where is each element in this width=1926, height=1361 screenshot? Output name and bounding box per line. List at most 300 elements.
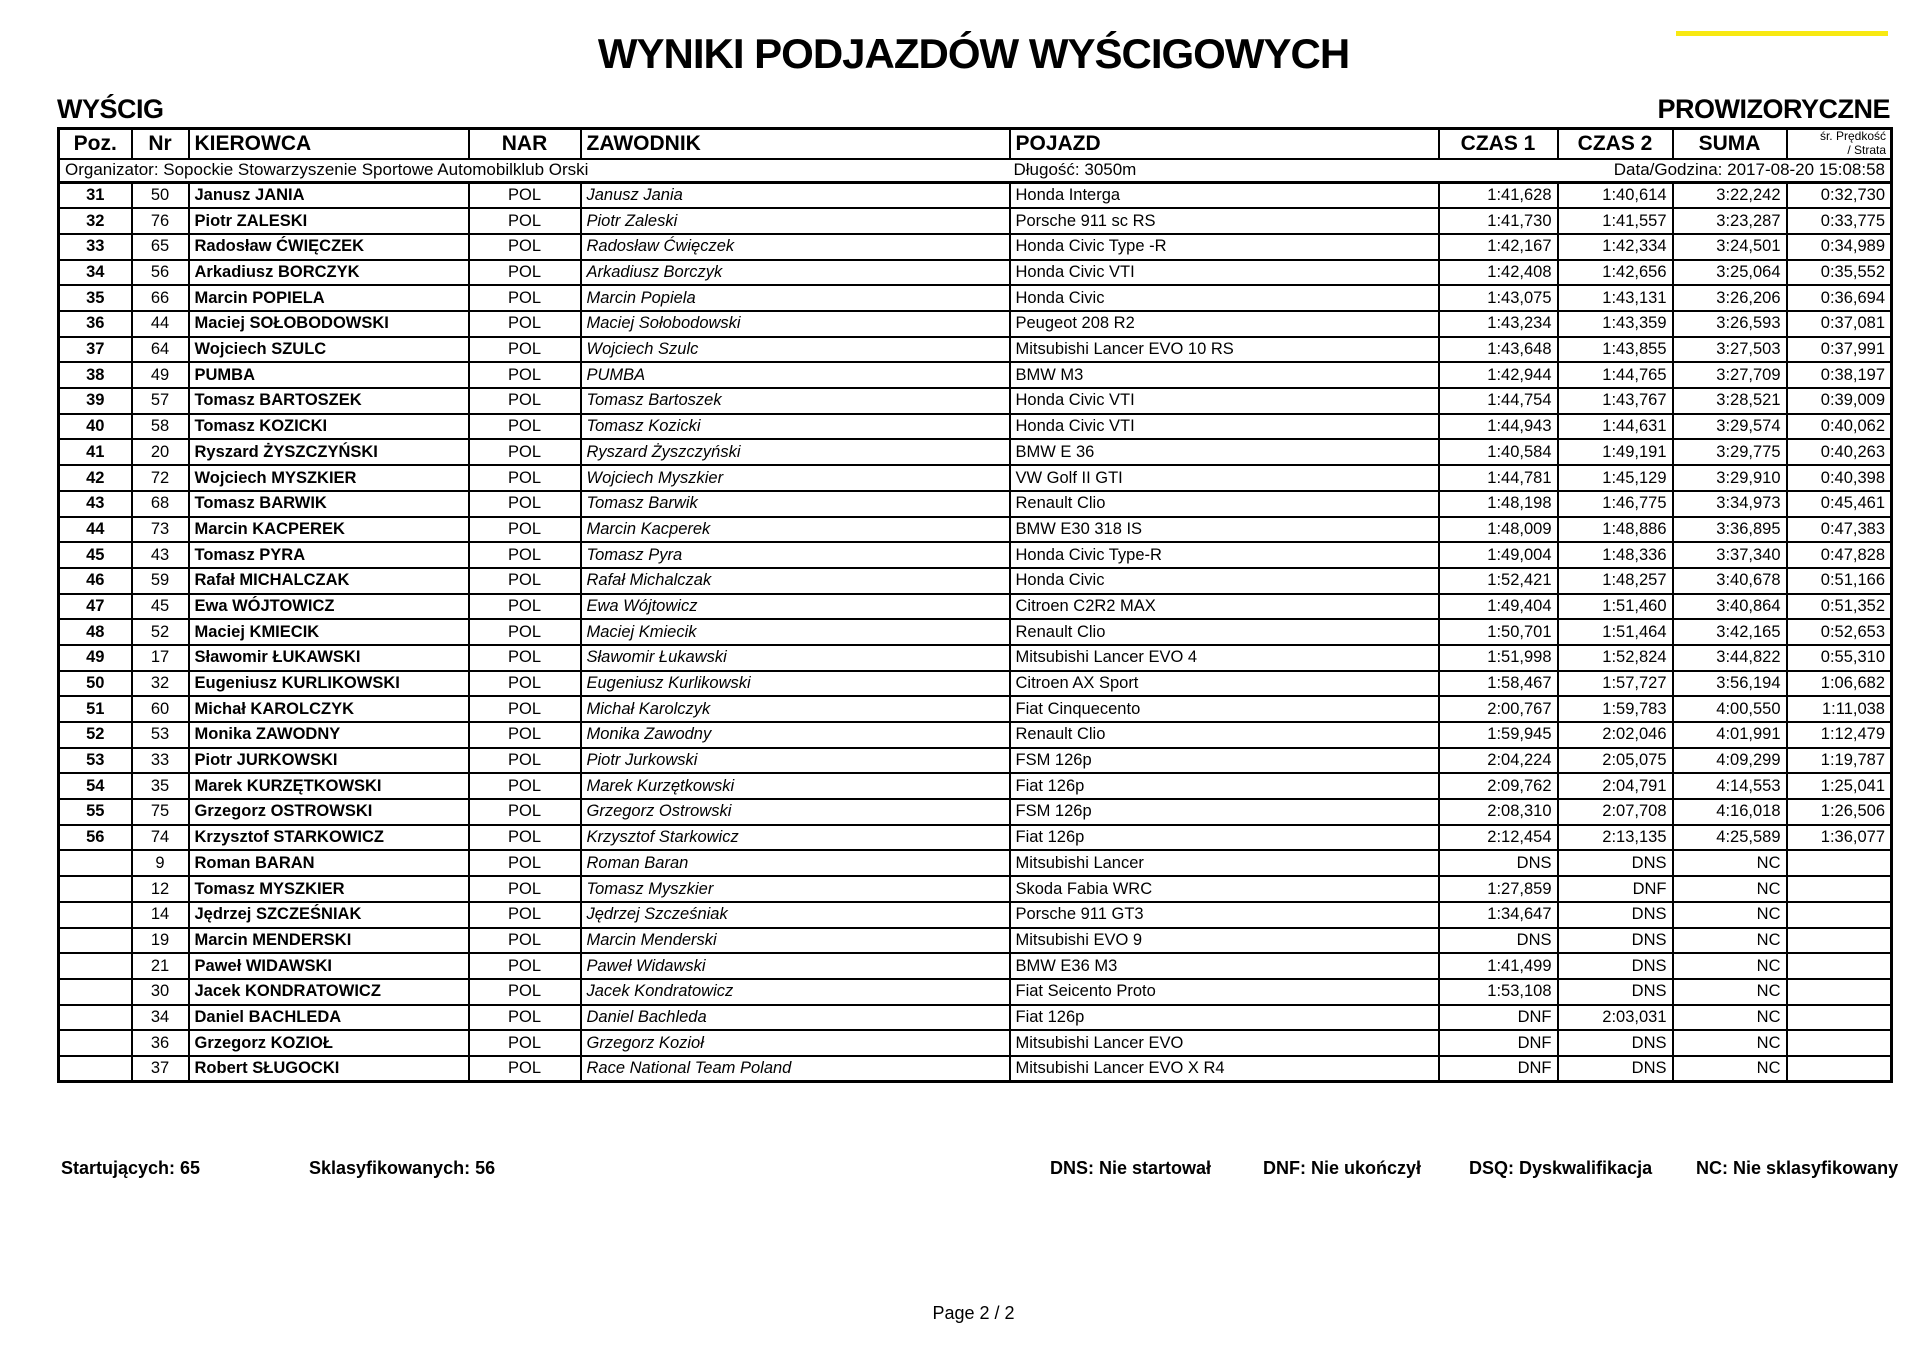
cell-poz: 31 <box>59 183 132 209</box>
cell-nr: 45 <box>132 594 189 620</box>
cell-pojazd: Fiat 126p <box>1010 773 1439 799</box>
cell-suma: 3:40,678 <box>1673 568 1787 594</box>
cell-nr: 32 <box>132 671 189 697</box>
cell-kierowca: Wojciech SZULC <box>189 337 469 363</box>
cell-czas2: DNF <box>1558 876 1673 902</box>
cell-strata: 0:33,775 <box>1787 208 1892 234</box>
cell-zawodnik: Marcin Menderski <box>581 928 1010 954</box>
cell-zawodnik: Sławomir Łukawski <box>581 645 1010 671</box>
col-header-kierowca: KIEROWCA <box>189 129 469 159</box>
cell-pojazd: Honda Civic <box>1010 568 1439 594</box>
cell-kierowca: Janusz JANIA <box>189 183 469 209</box>
table-row <box>59 362 1892 388</box>
cell-czas2: 1:48,886 <box>1558 517 1673 543</box>
table-row <box>59 671 1892 697</box>
cell-nr: 9 <box>132 850 189 876</box>
cell-nr: 34 <box>132 1005 189 1031</box>
cell-czas2: DNS <box>1558 902 1673 928</box>
cell-nar: POL <box>469 825 581 851</box>
cell-kierowca: Grzegorz OSTROWSKI <box>189 799 469 825</box>
cell-strata: 1:11,038 <box>1787 696 1892 722</box>
col-header-nr: Nr <box>132 129 189 159</box>
dnf-legend: DNF: Nie ukończył <box>1263 1158 1422 1178</box>
cell-nr: 20 <box>132 439 189 465</box>
cell-poz: 37 <box>59 337 132 363</box>
table-row <box>59 285 1892 311</box>
cell-zawodnik: Wojciech Myszkier <box>581 465 1010 491</box>
cell-poz: 40 <box>59 414 132 440</box>
cell-nar: POL <box>469 748 581 774</box>
cell-suma: 4:25,589 <box>1673 825 1787 851</box>
cell-kierowca: Rafał MICHALCZAK <box>189 568 469 594</box>
length-label: Długość: 3050m <box>1010 159 1439 183</box>
cell-pojazd: VW Golf II GTI <box>1010 465 1439 491</box>
cell-czas2: 1:43,767 <box>1558 388 1673 414</box>
cell-pojazd: Citroen C2R2 MAX <box>1010 594 1439 620</box>
cell-czas1: 1:44,781 <box>1439 465 1558 491</box>
cell-zawodnik: Tomasz Bartoszek <box>581 388 1010 414</box>
cell-zawodnik: Maciej Kmiecik <box>581 619 1010 645</box>
cell-zawodnik: Daniel Bachleda <box>581 1005 1010 1031</box>
table-row <box>59 465 1892 491</box>
cell-czas2: 1:49,191 <box>1558 439 1673 465</box>
cell-czas1: 1:49,004 <box>1439 542 1558 568</box>
cell-zawodnik: Rafał Michalczak <box>581 568 1010 594</box>
cell-zawodnik: Tomasz Myszkier <box>581 876 1010 902</box>
provisional-heading: PROWIZORYCZNE <box>1657 94 1890 124</box>
cell-kierowca: Marcin KACPEREK <box>189 517 469 543</box>
cell-czas2: 1:42,334 <box>1558 234 1673 260</box>
table-row <box>59 208 1892 234</box>
table-row <box>59 928 1892 954</box>
cell-strata: 1:06,682 <box>1787 671 1892 697</box>
cell-kierowca: Maciej KMIECIK <box>189 619 469 645</box>
cell-nar: POL <box>469 671 581 697</box>
cell-nr: 66 <box>132 285 189 311</box>
cell-nr: 21 <box>132 953 189 979</box>
cell-zawodnik: Marcin Popiela <box>581 285 1010 311</box>
cell-nar: POL <box>469 260 581 286</box>
cell-nr: 56 <box>132 260 189 286</box>
cell-strata: 1:26,506 <box>1787 799 1892 825</box>
cell-kierowca: Tomasz KOZICKI <box>189 414 469 440</box>
cell-pojazd: Fiat 126p <box>1010 825 1439 851</box>
cell-nr: 30 <box>132 979 189 1005</box>
cell-poz: 33 <box>59 234 132 260</box>
cell-nr: 53 <box>132 722 189 748</box>
cell-pojazd: Mitsubishi EVO 9 <box>1010 928 1439 954</box>
cell-nr: 65 <box>132 234 189 260</box>
cell-strata: 1:36,077 <box>1787 825 1892 851</box>
cell-zawodnik: Michał Karolczyk <box>581 696 1010 722</box>
cell-poz <box>59 928 132 954</box>
cell-czas2: 1:48,257 <box>1558 568 1673 594</box>
cell-pojazd: BMW E30 318 IS <box>1010 517 1439 543</box>
cell-strata: 0:51,352 <box>1787 594 1892 620</box>
table-row <box>59 568 1892 594</box>
cell-nr: 17 <box>132 645 189 671</box>
col-header-czas2: CZAS 2 <box>1558 129 1673 159</box>
cell-poz: 42 <box>59 465 132 491</box>
cell-kierowca: Ryszard ŻYSZCZYŃSKI <box>189 439 469 465</box>
cell-nar: POL <box>469 439 581 465</box>
cell-poz <box>59 1005 132 1031</box>
cell-kierowca: Monika ZAWODNY <box>189 722 469 748</box>
cell-poz <box>59 953 132 979</box>
cell-poz <box>59 876 132 902</box>
cell-zawodnik: Marek Kurzętkowski <box>581 773 1010 799</box>
summary-row <box>57 1158 1899 1182</box>
cell-czas2: 2:04,791 <box>1558 773 1673 799</box>
cell-czas2: 2:07,708 <box>1558 799 1673 825</box>
cell-strata: 0:40,398 <box>1787 465 1892 491</box>
table-row <box>59 517 1892 543</box>
cell-suma: 3:27,709 <box>1673 362 1787 388</box>
cell-kierowca: Krzysztof STARKOWICZ <box>189 825 469 851</box>
cell-zawodnik: Monika Zawodny <box>581 722 1010 748</box>
cell-pojazd: Porsche 911 sc RS <box>1010 208 1439 234</box>
cell-nar: POL <box>469 311 581 337</box>
cell-poz: 55 <box>59 799 132 825</box>
cell-czas1: DNS <box>1439 928 1558 954</box>
cell-pojazd: Citroen AX Sport <box>1010 671 1439 697</box>
results-body <box>59 183 1892 1082</box>
cell-nar: POL <box>469 696 581 722</box>
col-header-zawodnik: ZAWODNIK <box>581 129 1010 159</box>
table-row <box>59 850 1892 876</box>
cell-nr: 58 <box>132 414 189 440</box>
cell-suma: 4:00,550 <box>1673 696 1787 722</box>
cell-zawodnik: Roman Baran <box>581 850 1010 876</box>
table-row <box>59 722 1892 748</box>
cell-strata: 0:55,310 <box>1787 645 1892 671</box>
cell-pojazd: Renault Clio <box>1010 491 1439 517</box>
cell-czas1: 1:59,945 <box>1439 722 1558 748</box>
cell-poz: 36 <box>59 311 132 337</box>
cell-suma: NC <box>1673 850 1787 876</box>
cell-czas1: 1:48,198 <box>1439 491 1558 517</box>
cell-pojazd: Porsche 911 GT3 <box>1010 902 1439 928</box>
cell-nar: POL <box>469 517 581 543</box>
cell-zawodnik: Jędrzej Szcześniak <box>581 902 1010 928</box>
cell-nr: 12 <box>132 876 189 902</box>
cell-czas2: 1:44,765 <box>1558 362 1673 388</box>
table-row <box>59 645 1892 671</box>
cell-nar: POL <box>469 1030 581 1056</box>
cell-nr: 64 <box>132 337 189 363</box>
cell-czas2: 1:44,631 <box>1558 414 1673 440</box>
cell-suma: 3:27,503 <box>1673 337 1787 363</box>
cell-strata <box>1787 928 1892 954</box>
cell-poz: 43 <box>59 491 132 517</box>
cell-czas1: 1:41,499 <box>1439 953 1558 979</box>
datetime-label: Data/Godzina: 2017-08-20 15:08:58 <box>1439 159 1892 183</box>
cell-czas2: 1:43,131 <box>1558 285 1673 311</box>
cell-kierowca: Marek KURZĘTKOWSKI <box>189 773 469 799</box>
cell-kierowca: Paweł WIDAWSKI <box>189 953 469 979</box>
cell-kierowca: Tomasz PYRA <box>189 542 469 568</box>
cell-zawodnik: Krzysztof Starkowicz <box>581 825 1010 851</box>
cell-poz <box>59 1056 132 1082</box>
cell-czas2: 1:40,614 <box>1558 183 1673 209</box>
cell-czas1: 1:48,009 <box>1439 517 1558 543</box>
cell-czas2: 2:02,046 <box>1558 722 1673 748</box>
cell-zawodnik: Ewa Wójtowicz <box>581 594 1010 620</box>
cell-strata: 0:37,081 <box>1787 311 1892 337</box>
cell-nar: POL <box>469 645 581 671</box>
table-row <box>59 979 1892 1005</box>
cell-zawodnik: Radosław Ćwięczek <box>581 234 1010 260</box>
cell-czas2: 1:45,129 <box>1558 465 1673 491</box>
cell-czas1: 1:42,944 <box>1439 362 1558 388</box>
cell-czas2: 1:48,336 <box>1558 542 1673 568</box>
cell-poz: 38 <box>59 362 132 388</box>
cell-nr: 33 <box>132 748 189 774</box>
table-row <box>59 337 1892 363</box>
cell-pojazd: Skoda Fabia WRC <box>1010 876 1439 902</box>
table-row <box>59 414 1892 440</box>
cell-zawodnik: Eugeniusz Kurlikowski <box>581 671 1010 697</box>
cell-czas1: 1:40,584 <box>1439 439 1558 465</box>
cell-kierowca: Maciej SOŁOBODOWSKI <box>189 311 469 337</box>
cell-nr: 36 <box>132 1030 189 1056</box>
cell-suma: 3:23,287 <box>1673 208 1787 234</box>
cell-zawodnik: Tomasz Pyra <box>581 542 1010 568</box>
cell-czas2: DNS <box>1558 953 1673 979</box>
cell-czas1: 1:50,701 <box>1439 619 1558 645</box>
cell-pojazd: Renault Clio <box>1010 619 1439 645</box>
cell-nr: 35 <box>132 773 189 799</box>
cell-czas1: 1:43,648 <box>1439 337 1558 363</box>
cell-pojazd: BMW M3 <box>1010 362 1439 388</box>
cell-czas1: DNF <box>1439 1030 1558 1056</box>
cell-kierowca: Jacek KONDRATOWICZ <box>189 979 469 1005</box>
table-row <box>59 876 1892 902</box>
cell-suma: 3:26,206 <box>1673 285 1787 311</box>
table-row <box>59 1030 1892 1056</box>
table-row <box>59 1005 1892 1031</box>
table-row <box>59 1056 1892 1082</box>
cell-czas1: 1:42,408 <box>1439 260 1558 286</box>
cell-czas1: 1:49,404 <box>1439 594 1558 620</box>
cell-pojazd: Honda Civic VTI <box>1010 260 1439 286</box>
cell-nar: POL <box>469 799 581 825</box>
nc-legend: NC: Nie sklasyfikowany <box>1696 1158 1899 1178</box>
cell-strata <box>1787 1030 1892 1056</box>
cell-kierowca: Jędrzej SZCZEŚNIAK <box>189 902 469 928</box>
cell-kierowca: Piotr JURKOWSKI <box>189 748 469 774</box>
cell-zawodnik: Arkadiusz Borczyk <box>581 260 1010 286</box>
cell-nar: POL <box>469 491 581 517</box>
cell-suma: 3:36,895 <box>1673 517 1787 543</box>
cell-czas1: 2:08,310 <box>1439 799 1558 825</box>
cell-suma: 3:42,165 <box>1673 619 1787 645</box>
cell-strata <box>1787 979 1892 1005</box>
cell-czas1: 2:12,454 <box>1439 825 1558 851</box>
cell-strata: 0:32,730 <box>1787 183 1892 209</box>
cell-kierowca: Piotr ZALESKI <box>189 208 469 234</box>
cell-suma: 3:26,593 <box>1673 311 1787 337</box>
cell-strata <box>1787 902 1892 928</box>
table-row <box>59 825 1892 851</box>
cell-kierowca: Daniel BACHLEDA <box>189 1005 469 1031</box>
cell-czas1: 2:04,224 <box>1439 748 1558 774</box>
dns-legend: DNS: Nie startował <box>1050 1158 1212 1178</box>
cell-pojazd: FSM 126p <box>1010 748 1439 774</box>
starters-count: Startujących: 65 <box>61 1158 201 1178</box>
speed-loss-line1: śr. Prędkość <box>1819 129 1886 143</box>
cell-nar: POL <box>469 1005 581 1031</box>
cell-nar: POL <box>469 953 581 979</box>
cell-czas1: 1:58,467 <box>1439 671 1558 697</box>
cell-kierowca: Grzegorz KOZIOŁ <box>189 1030 469 1056</box>
cell-pojazd: Peugeot 208 R2 <box>1010 311 1439 337</box>
cell-pojazd: Mitsubishi Lancer EVO <box>1010 1030 1439 1056</box>
cell-kierowca: Sławomir ŁUKAWSKI <box>189 645 469 671</box>
cell-poz <box>59 902 132 928</box>
cell-zawodnik: Marcin Kacperek <box>581 517 1010 543</box>
cell-nr: 19 <box>132 928 189 954</box>
cell-strata <box>1787 850 1892 876</box>
cell-nar: POL <box>469 208 581 234</box>
cell-poz: 41 <box>59 439 132 465</box>
cell-nr: 59 <box>132 568 189 594</box>
cell-pojazd: BMW E36 M3 <box>1010 953 1439 979</box>
cell-nar: POL <box>469 619 581 645</box>
cell-suma: NC <box>1673 953 1787 979</box>
cell-czas1: DNF <box>1439 1056 1558 1082</box>
cell-poz: 54 <box>59 773 132 799</box>
cell-kierowca: Marcin POPIELA <box>189 285 469 311</box>
cell-nar: POL <box>469 234 581 260</box>
cell-czas1: 1:43,075 <box>1439 285 1558 311</box>
cell-nar: POL <box>469 876 581 902</box>
cell-suma: 3:44,822 <box>1673 645 1787 671</box>
cell-zawodnik: Piotr Zaleski <box>581 208 1010 234</box>
cell-nar: POL <box>469 337 581 363</box>
cell-czas2: DNS <box>1558 928 1673 954</box>
cell-strata: 0:45,461 <box>1787 491 1892 517</box>
cell-strata: 0:51,166 <box>1787 568 1892 594</box>
cell-zawodnik: Paweł Widawski <box>581 953 1010 979</box>
info-row <box>59 159 1892 183</box>
cell-poz: 45 <box>59 542 132 568</box>
subheading-row <box>57 94 1890 125</box>
cell-nar: POL <box>469 285 581 311</box>
cell-nr: 72 <box>132 465 189 491</box>
cell-kierowca: Marcin MENDERSKI <box>189 928 469 954</box>
cell-czas2: 1:51,460 <box>1558 594 1673 620</box>
cell-strata: 0:36,694 <box>1787 285 1892 311</box>
cell-czas2: 1:57,727 <box>1558 671 1673 697</box>
cell-pojazd: Mitsubishi Lancer EVO X R4 <box>1010 1056 1439 1082</box>
cell-nar: POL <box>469 362 581 388</box>
cell-poz: 32 <box>59 208 132 234</box>
cell-zawodnik: Piotr Jurkowski <box>581 748 1010 774</box>
col-header-poz: Poz. <box>59 129 132 159</box>
cell-czas1: DNS <box>1439 850 1558 876</box>
cell-nar: POL <box>469 902 581 928</box>
cell-czas1: 1:52,421 <box>1439 568 1558 594</box>
cell-kierowca: Arkadiusz BORCZYK <box>189 260 469 286</box>
cell-nr: 37 <box>132 1056 189 1082</box>
cell-suma: 3:29,910 <box>1673 465 1787 491</box>
table-row <box>59 619 1892 645</box>
cell-strata <box>1787 953 1892 979</box>
cell-strata: 1:25,041 <box>1787 773 1892 799</box>
cell-kierowca: Tomasz BARTOSZEK <box>189 388 469 414</box>
cell-poz: 46 <box>59 568 132 594</box>
cell-nr: 49 <box>132 362 189 388</box>
cell-strata: 0:37,991 <box>1787 337 1892 363</box>
col-header-czas1: CZAS 1 <box>1439 129 1558 159</box>
cell-czas2: 2:13,135 <box>1558 825 1673 851</box>
cell-strata: 0:47,828 <box>1787 542 1892 568</box>
cell-czas2: 1:46,775 <box>1558 491 1673 517</box>
cell-nar: POL <box>469 979 581 1005</box>
cell-czas1: 1:27,859 <box>1439 876 1558 902</box>
cell-nr: 60 <box>132 696 189 722</box>
header-row <box>59 129 1892 159</box>
cell-zawodnik: PUMBA <box>581 362 1010 388</box>
table-row <box>59 748 1892 774</box>
cell-pojazd: Honda Civic Type-R <box>1010 542 1439 568</box>
cell-kierowca: Ewa WÓJTOWICZ <box>189 594 469 620</box>
cell-strata: 0:34,989 <box>1787 234 1892 260</box>
cell-pojazd: Honda Civic VTI <box>1010 414 1439 440</box>
cell-suma: 3:34,973 <box>1673 491 1787 517</box>
cell-kierowca: Tomasz MYSZKIER <box>189 876 469 902</box>
cell-nr: 44 <box>132 311 189 337</box>
cell-suma: 4:01,991 <box>1673 722 1787 748</box>
cell-strata <box>1787 1056 1892 1082</box>
cell-czas2: DNS <box>1558 850 1673 876</box>
cell-nar: POL <box>469 773 581 799</box>
cell-poz: 39 <box>59 388 132 414</box>
col-header-nar: NAR <box>469 129 581 159</box>
cell-poz: 48 <box>59 619 132 645</box>
cell-suma: NC <box>1673 902 1787 928</box>
table-row <box>59 183 1892 209</box>
cell-poz: 44 <box>59 517 132 543</box>
cell-nr: 74 <box>132 825 189 851</box>
cell-kierowca: Tomasz BARWIK <box>189 491 469 517</box>
cell-pojazd: Fiat Seicento Proto <box>1010 979 1439 1005</box>
cell-nr: 57 <box>132 388 189 414</box>
cell-czas1: 1:42,167 <box>1439 234 1558 260</box>
col-header-pojazd: POJAZD <box>1010 129 1439 159</box>
cell-kierowca: Roman BARAN <box>189 850 469 876</box>
cell-nar: POL <box>469 928 581 954</box>
cell-suma: 3:28,521 <box>1673 388 1787 414</box>
cell-kierowca: Wojciech MYSZKIER <box>189 465 469 491</box>
cell-kierowca: Eugeniusz KURLIKOWSKI <box>189 671 469 697</box>
cell-nar: POL <box>469 414 581 440</box>
table-row <box>59 594 1892 620</box>
cell-nar: POL <box>469 542 581 568</box>
table-row <box>59 542 1892 568</box>
cell-czas2: 2:03,031 <box>1558 1005 1673 1031</box>
cell-suma: 3:25,064 <box>1673 260 1787 286</box>
cell-suma: NC <box>1673 928 1787 954</box>
cell-zawodnik: Race National Team Poland <box>581 1056 1010 1082</box>
cell-nr: 76 <box>132 208 189 234</box>
table-row <box>59 388 1892 414</box>
cell-poz: 53 <box>59 748 132 774</box>
cell-strata: 0:35,552 <box>1787 260 1892 286</box>
cell-czas1: 1:51,998 <box>1439 645 1558 671</box>
cell-czas1: 1:44,943 <box>1439 414 1558 440</box>
